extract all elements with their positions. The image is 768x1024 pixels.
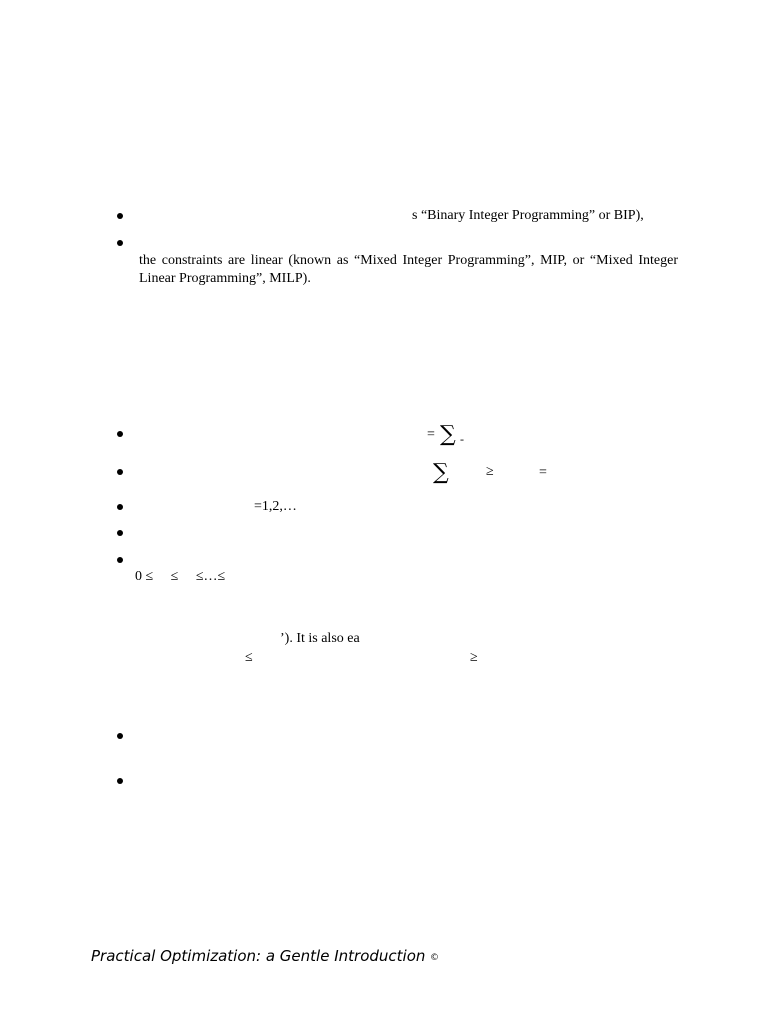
index-range: =1,2,…	[254, 499, 297, 514]
list-item-text: the constraints are linear (known as “Mixed Integer Programming”, MIP, or “Mixed Integer Linear Programming”, MILP).	[139, 253, 678, 286]
list-bullet	[117, 733, 123, 739]
equation-subscript: -	[460, 432, 464, 446]
summation-symbol: ∑	[440, 422, 456, 447]
list-bullet	[117, 530, 123, 536]
list-bullet	[117, 469, 123, 475]
list-bullet	[117, 431, 123, 437]
list-bullet	[117, 240, 123, 246]
list-bullet	[117, 504, 123, 510]
list-bullet	[117, 213, 123, 219]
greater-equal-symbol: ≥	[486, 464, 494, 479]
equation-equals: =	[539, 465, 547, 480]
list-item-text: s “Binary Integer Programming” or BIP),	[412, 208, 644, 223]
inequality-chain: 0 ≤ ≤ ≤…≤	[135, 569, 226, 584]
list-bullet	[117, 778, 123, 784]
greater-equal-symbol: ≥	[470, 650, 478, 665]
list-bullet	[117, 557, 123, 563]
paragraph-fragment: ’). It is also ea	[280, 631, 360, 646]
equation-equals: =	[427, 427, 435, 442]
copyright-symbol: ©	[430, 953, 439, 963]
less-equal-symbol: ≤	[245, 650, 253, 665]
footer-title: Practical Optimization: a Gentle Introduction	[91, 947, 426, 965]
summation-symbol: ∑	[433, 460, 449, 485]
